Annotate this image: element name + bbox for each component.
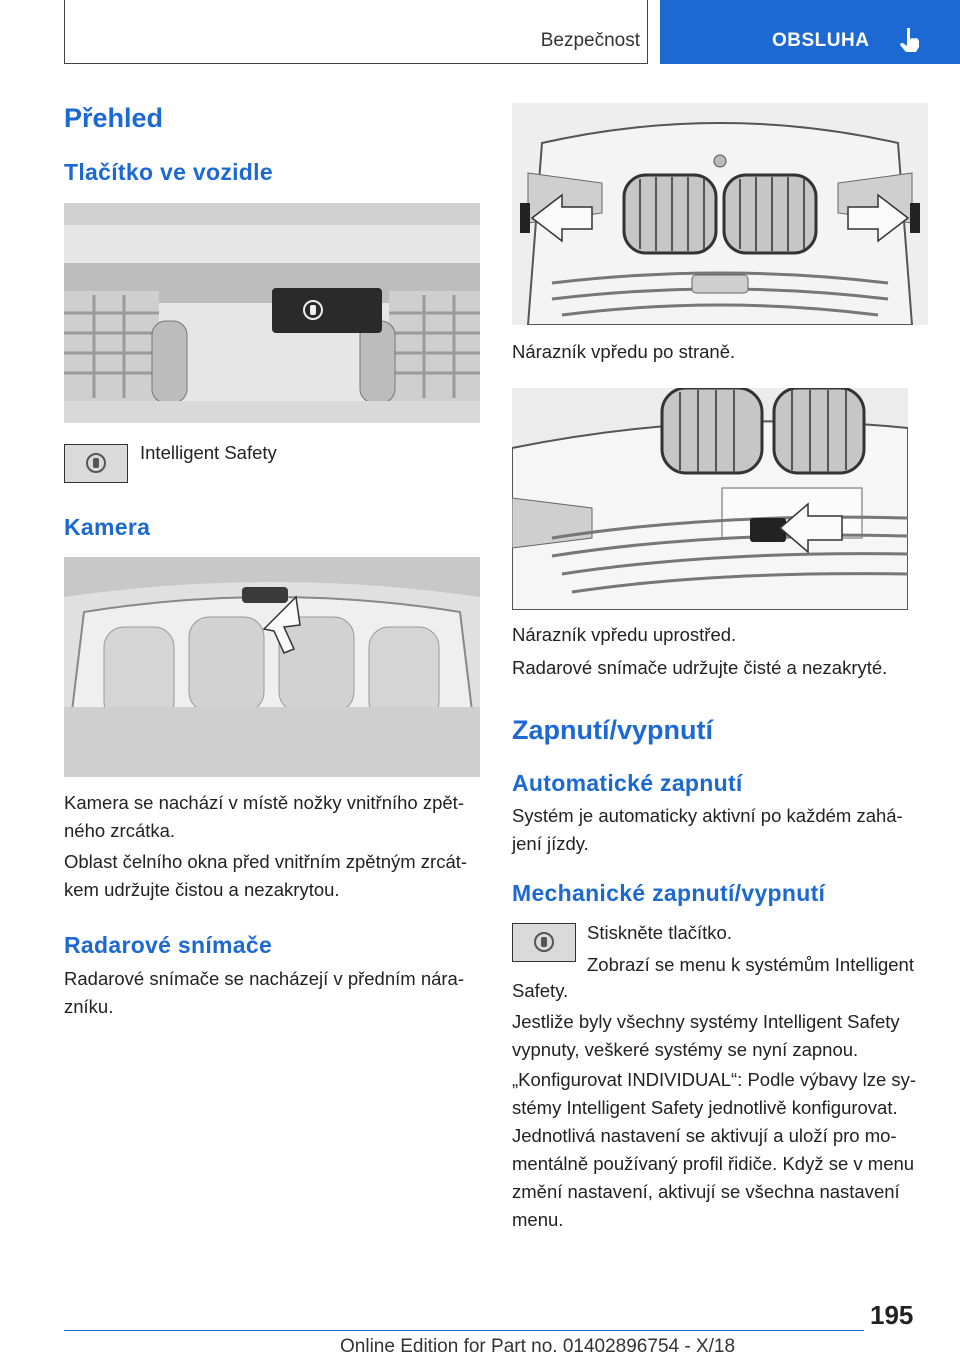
section-heading-button: Tlačítko ve vozidle [64, 159, 273, 185]
manual-press-text: Stiskněte tlačítko. [587, 922, 732, 943]
text-line: Jednotlivá nastavení se aktivují a uloží pro mo‐ [512, 1125, 897, 1146]
section-heading-onoff: Zapnutí/vypnutí [512, 715, 713, 745]
text-line: Systém je automaticky aktivní po každém zahá‐ [512, 805, 903, 826]
intelligent-safety-icon [512, 923, 576, 962]
text-line: vypnuty, veškeré systémy se nyní zapnou. [512, 1039, 859, 1060]
section-heading-radar: Radarové snímače [64, 932, 273, 958]
text-line: změní nastavení, aktivují se všechna nastavení [512, 1181, 900, 1202]
text-line: mentálně používaný profil řidiče. Když se v menu [512, 1153, 915, 1174]
page-title: Přehled [64, 103, 164, 133]
text-line: ného zrcátka. [64, 820, 176, 841]
text-line: menu. [512, 1209, 564, 1230]
radar-keep-clean-text: Radarové snímače udržujte čisté a nezakryté. [512, 657, 888, 678]
text-line: stémy Intelligent Safety jednotlivě konfigurovat. [512, 1097, 898, 1118]
dashboard-button-photo [64, 203, 480, 423]
manual-paragraph-3 [512, 1008, 900, 1064]
page-number: 195 [870, 1300, 914, 1330]
header-tab-label: OBSLUHA [772, 30, 870, 51]
front-bumper-side-photo [512, 103, 928, 325]
section-heading-camera: Kamera [64, 514, 151, 540]
manual-paragraph-4 [512, 1066, 916, 1234]
camera-paragraph-2 [64, 848, 467, 904]
radar-paragraph [64, 965, 464, 1021]
text-line: „Konfigurovat INDIVIDUAL“: Podle výbavy lze sy‐ [512, 1069, 917, 1090]
text-line: Radarové snímače se nacházejí v předním nára‐ [64, 968, 465, 989]
text-line: jení jízdy. [512, 833, 589, 854]
caption-bumper-center: Nárazník vpředu uprostřed. [512, 624, 737, 645]
header-section-title: Bezpečnost [540, 30, 640, 51]
intelligent-safety-button-icon [64, 444, 128, 483]
subheading-automatic: Automatické zapnutí [512, 770, 743, 796]
text-line: Jestliže byly všechny systémy Intelligent Safety [512, 1011, 900, 1032]
footer-divider [64, 1330, 864, 1331]
windshield-camera-photo [64, 557, 480, 777]
text-line: kem udržujte čistou a nezakrytou. [64, 879, 340, 900]
caption-bumper-side: Nárazník vpředu po straně. [512, 341, 736, 362]
pointing-hand-icon [894, 26, 922, 54]
text-line: Kamera se nachází v místě nožky vnitřního zpět‐ [64, 792, 464, 813]
text-line: zníku. [64, 996, 114, 1017]
text-line: Oblast čelního okna před vnitřním zpětným zrcát‐ [64, 851, 468, 872]
intelligent-safety-caption: Intelligent Safety [140, 442, 277, 463]
front-bumper-center-photo [512, 388, 908, 610]
subheading-manual: Mechanické zapnutí/vypnutí [512, 880, 826, 906]
automatic-paragraph [512, 802, 903, 858]
manual-menu-text-cont: Safety. [512, 980, 569, 1001]
footer-edition-text: Online Edition for Part no. 01402896754 - X/18 [340, 1336, 736, 1357]
manual-menu-text: Zobrazí se menu k systémům Intelligent [587, 954, 914, 975]
camera-paragraph-1 [64, 789, 464, 845]
